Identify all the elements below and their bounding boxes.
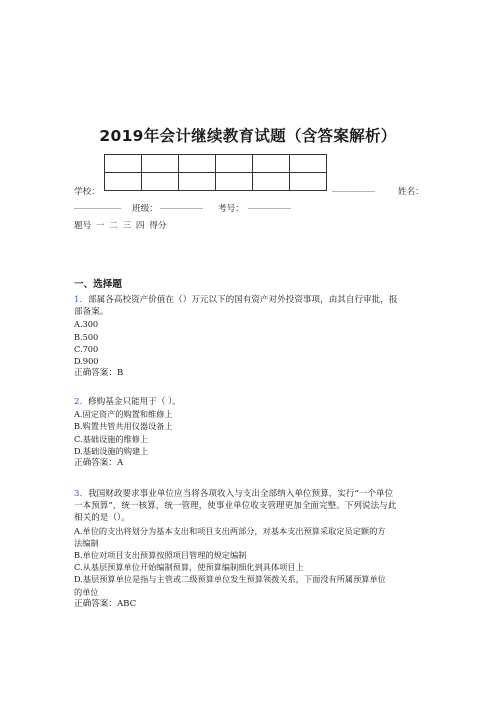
- option-d: D.基层预算单位是指与主管或二级预算单位发生预算领拨关系，下面没有所属预算单位: [74, 574, 386, 585]
- score-cell: [105, 155, 142, 173]
- section-title: 一、选择题: [74, 279, 122, 290]
- score-cell: [142, 155, 179, 173]
- class-label: 班级：: [132, 204, 158, 214]
- question-text: 部属各高校资产价值在（）万元以下的国有资产对外投资事项，由其自行审批，报: [88, 295, 398, 305]
- score-cell: [179, 155, 216, 173]
- option-c: C.700: [74, 343, 99, 354]
- option-d-cont: 的单位: [74, 586, 99, 597]
- school-label: 学校：: [74, 187, 100, 197]
- score-cell: [216, 155, 253, 173]
- option-c: C.从基层预算单位开始编制预算，使预算编制细化到具体项目上: [74, 562, 304, 573]
- option-c: C.基础设施的维修上: [74, 433, 149, 444]
- option-a: A.单位的支出将划分为基本支出和项目支出两部分，对基本支出预算采取定员定额的方: [74, 525, 386, 536]
- question-number: 2．: [74, 397, 89, 407]
- question-2: [74, 396, 426, 469]
- score-table-row: [105, 173, 327, 191]
- question-text: 我国财政要求事业单位应当将各项收入与支出全部纳入单位预算，实行“一个单位: [88, 489, 394, 499]
- question-number: 3．: [74, 489, 89, 499]
- score-table: [104, 154, 327, 191]
- score-cell: [179, 173, 216, 191]
- answer-text: 正确答案：ABC: [74, 598, 137, 609]
- option-b: B.购置共管共用仪器设备上: [74, 421, 173, 432]
- score-cell: [290, 173, 327, 191]
- name-label: 姓名：: [398, 187, 424, 197]
- question-1: [74, 294, 426, 379]
- question-text-cont: 部备案。: [74, 307, 109, 318]
- score-cell: [253, 173, 290, 191]
- option-d: D.基础设施的购建上: [74, 445, 149, 456]
- score-cell: [290, 155, 327, 173]
- answer-text: 正确答案：A: [74, 458, 124, 469]
- option-a: A.300: [74, 319, 99, 330]
- option-a-cont: 法编制: [74, 537, 99, 548]
- answer-text: 正确答案：B: [74, 368, 124, 379]
- exam-no-blank[interactable]: __________: [248, 200, 291, 210]
- score-cell: [216, 173, 253, 191]
- option-d: D.900: [74, 356, 99, 367]
- score-cell: [105, 173, 142, 191]
- question-text: 修购基金只能用于（ ）。: [88, 397, 182, 407]
- option-b: B.单位对项目支出预算按照项目管理的规定编制: [74, 550, 247, 561]
- option-a: A.固定资产的购置和维修上: [74, 409, 173, 420]
- score-cell: [142, 173, 179, 191]
- class-blank[interactable]: __________: [160, 200, 203, 210]
- score-cell: [253, 155, 290, 173]
- document-title: 2019年会计继续教育试题（含答案解析）: [99, 127, 397, 145]
- exam-no-label: 考号：: [218, 204, 244, 214]
- option-b: B.500: [74, 331, 99, 342]
- score-table-row: [105, 155, 327, 173]
- question-number: 1．: [74, 295, 89, 305]
- school-blank[interactable]: __________: [332, 183, 375, 193]
- question-text-cont: 相关的是（）。: [74, 513, 130, 524]
- name-blank[interactable]: ___________: [74, 200, 122, 210]
- question-text-cont: 一本预算”，统一核算，统一管理，使事业单位收支管理更加全面完整。下列说法与此: [74, 501, 397, 512]
- question-3: [74, 488, 426, 610]
- score-row-labels: 题号 一 二 三 四 得分: [74, 221, 167, 231]
